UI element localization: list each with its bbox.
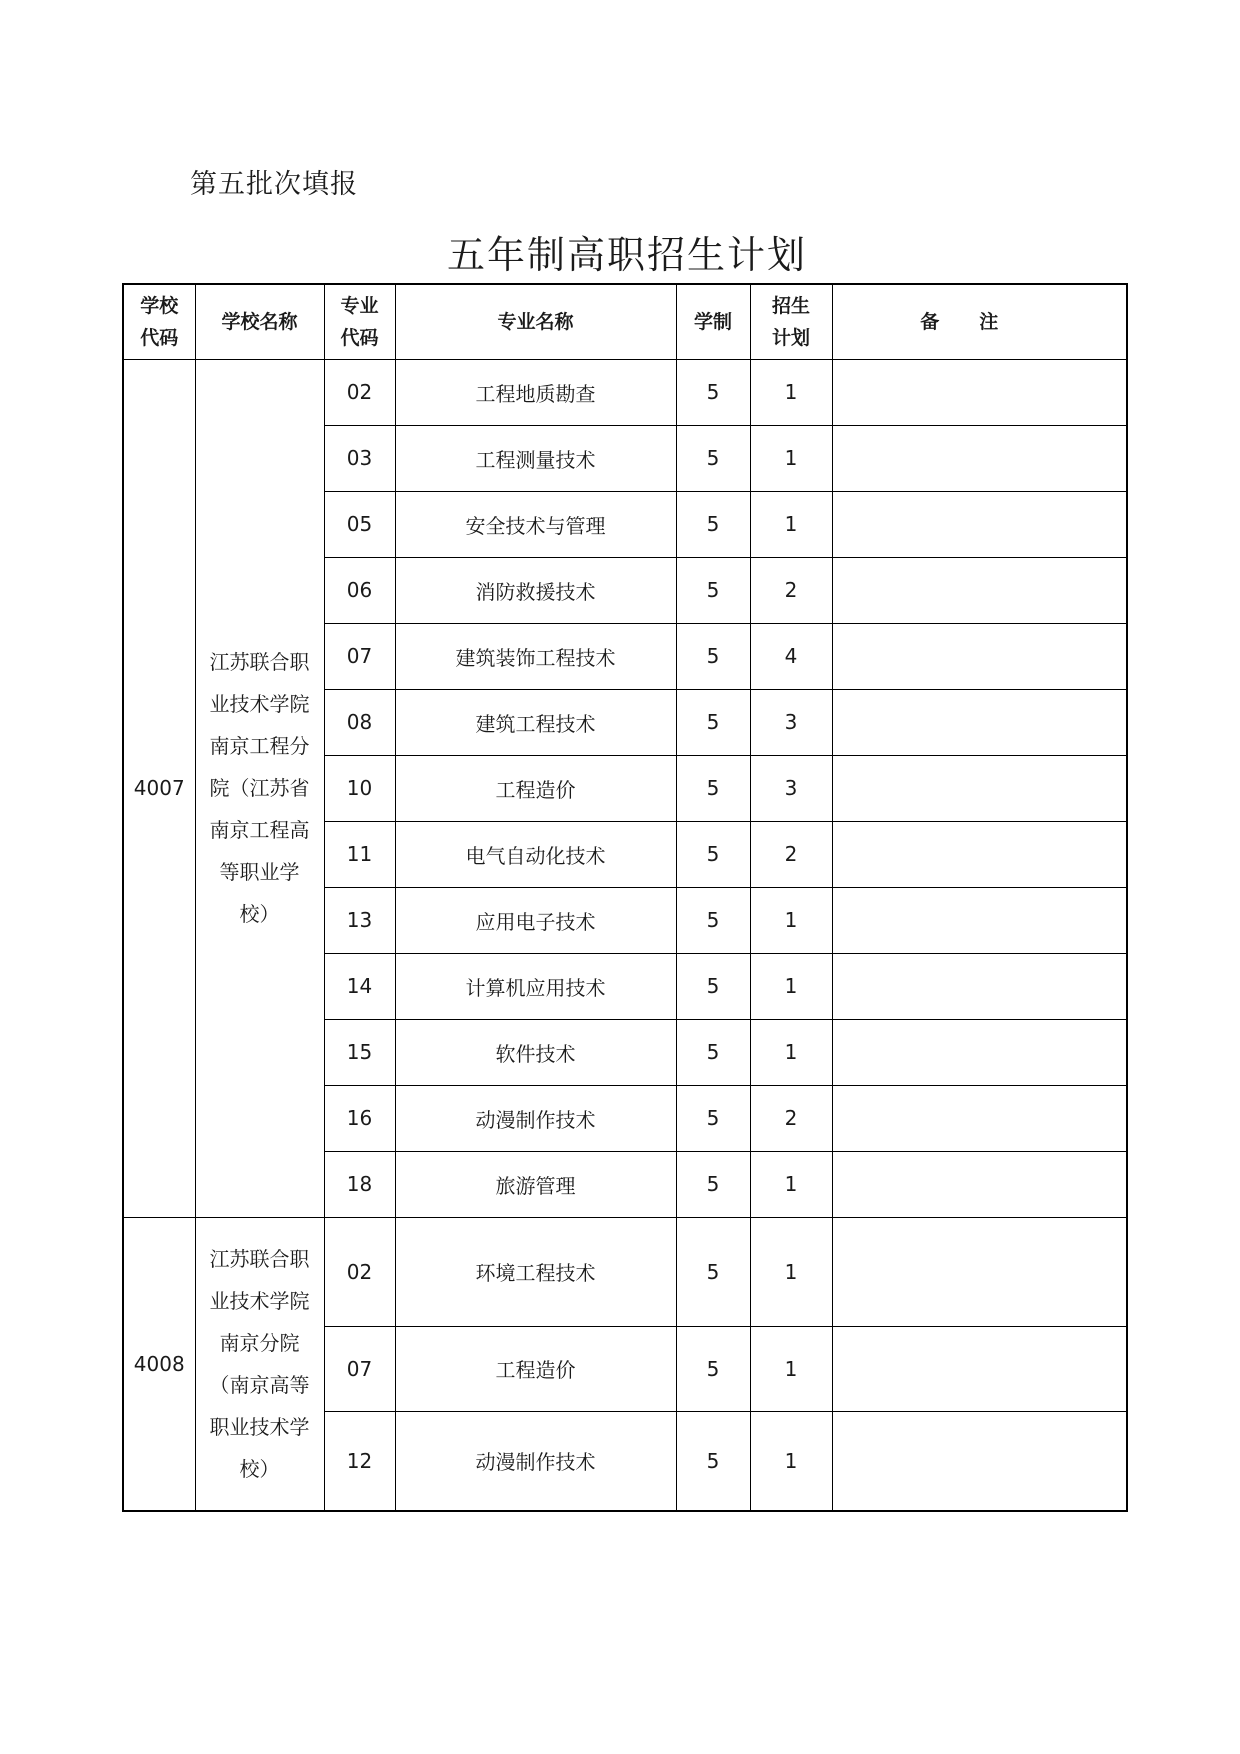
remark (832, 689, 1127, 755)
major-name: 软件技术 (395, 1019, 676, 1085)
remark (832, 755, 1127, 821)
school-name-line: 江苏联合职 (209, 650, 310, 674)
school-code: 4007 (123, 359, 195, 1217)
remark (832, 1151, 1127, 1217)
major-name: 动漫制作技术 (395, 1085, 676, 1151)
plan-count: 3 (750, 689, 832, 755)
school-name-line: 业技术学院 (209, 1288, 310, 1313)
remark (832, 1217, 1127, 1326)
school-name-line: 南京工程分 (209, 734, 310, 758)
header-major-name: 专业名称 (395, 284, 676, 359)
major-code: 14 (324, 953, 395, 1019)
duration: 5 (676, 821, 750, 887)
remark (832, 491, 1127, 557)
plan-count: 2 (750, 821, 832, 887)
remark (832, 623, 1127, 689)
major-name: 应用电子技术 (395, 887, 676, 953)
major-code: 13 (324, 887, 395, 953)
remark (832, 1019, 1127, 1085)
major-code: 07 (324, 1326, 395, 1411)
major-code: 08 (324, 689, 395, 755)
major-code: 12 (324, 1411, 395, 1511)
major-name: 动漫制作技术 (395, 1411, 676, 1511)
plan-count: 1 (750, 1019, 832, 1085)
major-code: 05 (324, 491, 395, 557)
duration: 5 (676, 623, 750, 689)
duration: 5 (676, 359, 750, 425)
plan-count: 3 (750, 755, 832, 821)
major-code: 02 (324, 1217, 395, 1326)
major-name: 电气自动化技术 (395, 821, 676, 887)
duration: 5 (676, 755, 750, 821)
school-code: 4008 (123, 1217, 195, 1511)
remark (832, 887, 1127, 953)
plan-count: 1 (750, 425, 832, 491)
major-code: 11 (324, 821, 395, 887)
remark (832, 953, 1127, 1019)
duration: 5 (676, 1019, 750, 1085)
major-code: 10 (324, 755, 395, 821)
enrollment-plan-table (122, 283, 1128, 1512)
remark (832, 1411, 1127, 1511)
table-body (123, 359, 1127, 1511)
major-name: 环境工程技术 (395, 1217, 676, 1326)
major-name: 工程地质勘查 (395, 359, 676, 425)
plan-count: 2 (750, 557, 832, 623)
major-code: 06 (324, 557, 395, 623)
major-name: 建筑装饰工程技术 (395, 623, 676, 689)
duration: 5 (676, 1085, 750, 1151)
major-code: 03 (324, 425, 395, 491)
plan-count: 1 (750, 953, 832, 1019)
table-row (123, 1217, 1127, 1326)
school-name (195, 1217, 324, 1511)
major-name: 建筑工程技术 (395, 689, 676, 755)
duration: 5 (676, 689, 750, 755)
duration: 5 (676, 1411, 750, 1511)
major-code: 02 (324, 359, 395, 425)
duration: 5 (676, 425, 750, 491)
batch-label: 第五批次填报 (190, 169, 358, 200)
school-name-line: 职业技术学 (209, 1414, 310, 1439)
plan-count: 1 (750, 359, 832, 425)
major-code: 07 (324, 623, 395, 689)
remark (832, 1326, 1127, 1411)
major-name: 计算机应用技术 (395, 953, 676, 1019)
major-code: 16 (324, 1085, 395, 1151)
duration: 5 (676, 1151, 750, 1217)
plan-count: 2 (750, 1085, 832, 1151)
table-header-row (123, 284, 1127, 359)
header-school-name: 学校名称 (195, 284, 324, 359)
plan-count: 4 (750, 623, 832, 689)
page-title: 五年制高职招生计划 (446, 233, 807, 277)
duration: 5 (676, 1217, 750, 1326)
table-row (123, 359, 1127, 425)
remark (832, 557, 1127, 623)
major-code: 18 (324, 1151, 395, 1217)
remark (832, 359, 1127, 425)
plan-count: 1 (750, 1326, 832, 1411)
duration: 5 (676, 557, 750, 623)
plan-count: 1 (750, 491, 832, 557)
duration: 5 (676, 953, 750, 1019)
duration: 5 (676, 887, 750, 953)
major-name: 工程测量技术 (395, 425, 676, 491)
remark (832, 1085, 1127, 1151)
school-name-line: 南京工程高 (209, 818, 310, 842)
school-name-line: 业技术学院 (209, 692, 310, 716)
header-plan: 招生 计划 (750, 284, 832, 359)
school-name-line: 校） (239, 902, 280, 926)
school-name-line: 江苏联合职 (209, 1246, 310, 1271)
school-name-line: 院（江苏省 (209, 776, 310, 800)
school-name (195, 359, 324, 1217)
school-name-line: 校） (239, 1456, 280, 1481)
header-remark: 备注 (832, 284, 1127, 359)
major-name: 工程造价 (395, 1326, 676, 1411)
plan-count: 1 (750, 1217, 832, 1326)
major-name: 安全技术与管理 (395, 491, 676, 557)
major-name: 旅游管理 (395, 1151, 676, 1217)
plan-count: 1 (750, 1151, 832, 1217)
major-code: 15 (324, 1019, 395, 1085)
duration: 5 (676, 1326, 750, 1411)
major-name: 消防救援技术 (395, 557, 676, 623)
remark (832, 425, 1127, 491)
plan-count: 1 (750, 1411, 832, 1511)
major-name: 工程造价 (395, 755, 676, 821)
school-name-line: 南京分院 (219, 1330, 300, 1355)
header-school-code: 学校 代码 (123, 284, 195, 359)
school-name-line: （南京高等 (209, 1372, 310, 1397)
remark (832, 821, 1127, 887)
plan-count: 1 (750, 887, 832, 953)
duration: 5 (676, 491, 750, 557)
header-major-code: 专业 代码 (324, 284, 395, 359)
header-duration: 学制 (676, 284, 750, 359)
school-name-line: 等职业学 (219, 860, 300, 884)
